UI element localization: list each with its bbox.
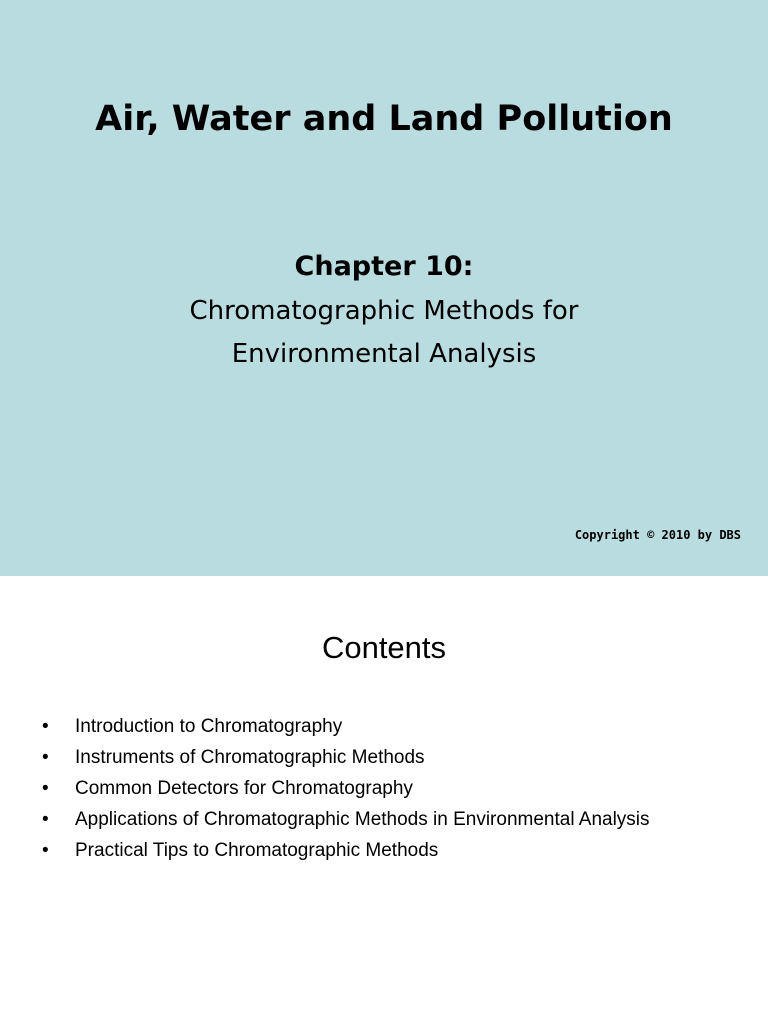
list-item-label: Applications of Chromatographic Methods in Environmental Analysis	[75, 809, 650, 830]
list-item-label: Practical Tips to Chromatographic Methods	[75, 840, 439, 861]
list-item	[40, 776, 680, 802]
list-item	[40, 745, 680, 771]
bullet-icon: •	[42, 747, 49, 768]
contents-list	[40, 714, 680, 869]
bullet-icon: •	[42, 778, 49, 799]
list-item-label: Instruments of Chromatographic Methods	[75, 747, 425, 768]
list-item-label: Common Detectors for Chromatography	[75, 778, 413, 799]
bullet-icon: •	[42, 840, 49, 861]
subtitle-line: Environmental Analysis	[231, 339, 537, 369]
contents-title: Contents	[321, 630, 447, 665]
subtitle-line: Chromatographic Methods for	[189, 296, 579, 326]
bullet-icon: •	[42, 809, 49, 830]
slide-title: Air, Water and Land Pollution	[95, 99, 673, 139]
contents-slide	[0, 576, 768, 1024]
copyright-notice: Copyright © 2010 by DBS	[574, 528, 741, 542]
chapter-heading: Chapter 10:	[294, 251, 474, 282]
chapter-subtitle	[0, 290, 768, 376]
bullet-icon: •	[42, 716, 49, 737]
list-item	[40, 838, 680, 864]
list-item	[40, 714, 680, 740]
list-item	[40, 807, 680, 833]
list-item-label: Introduction to Chromatography	[75, 716, 343, 737]
